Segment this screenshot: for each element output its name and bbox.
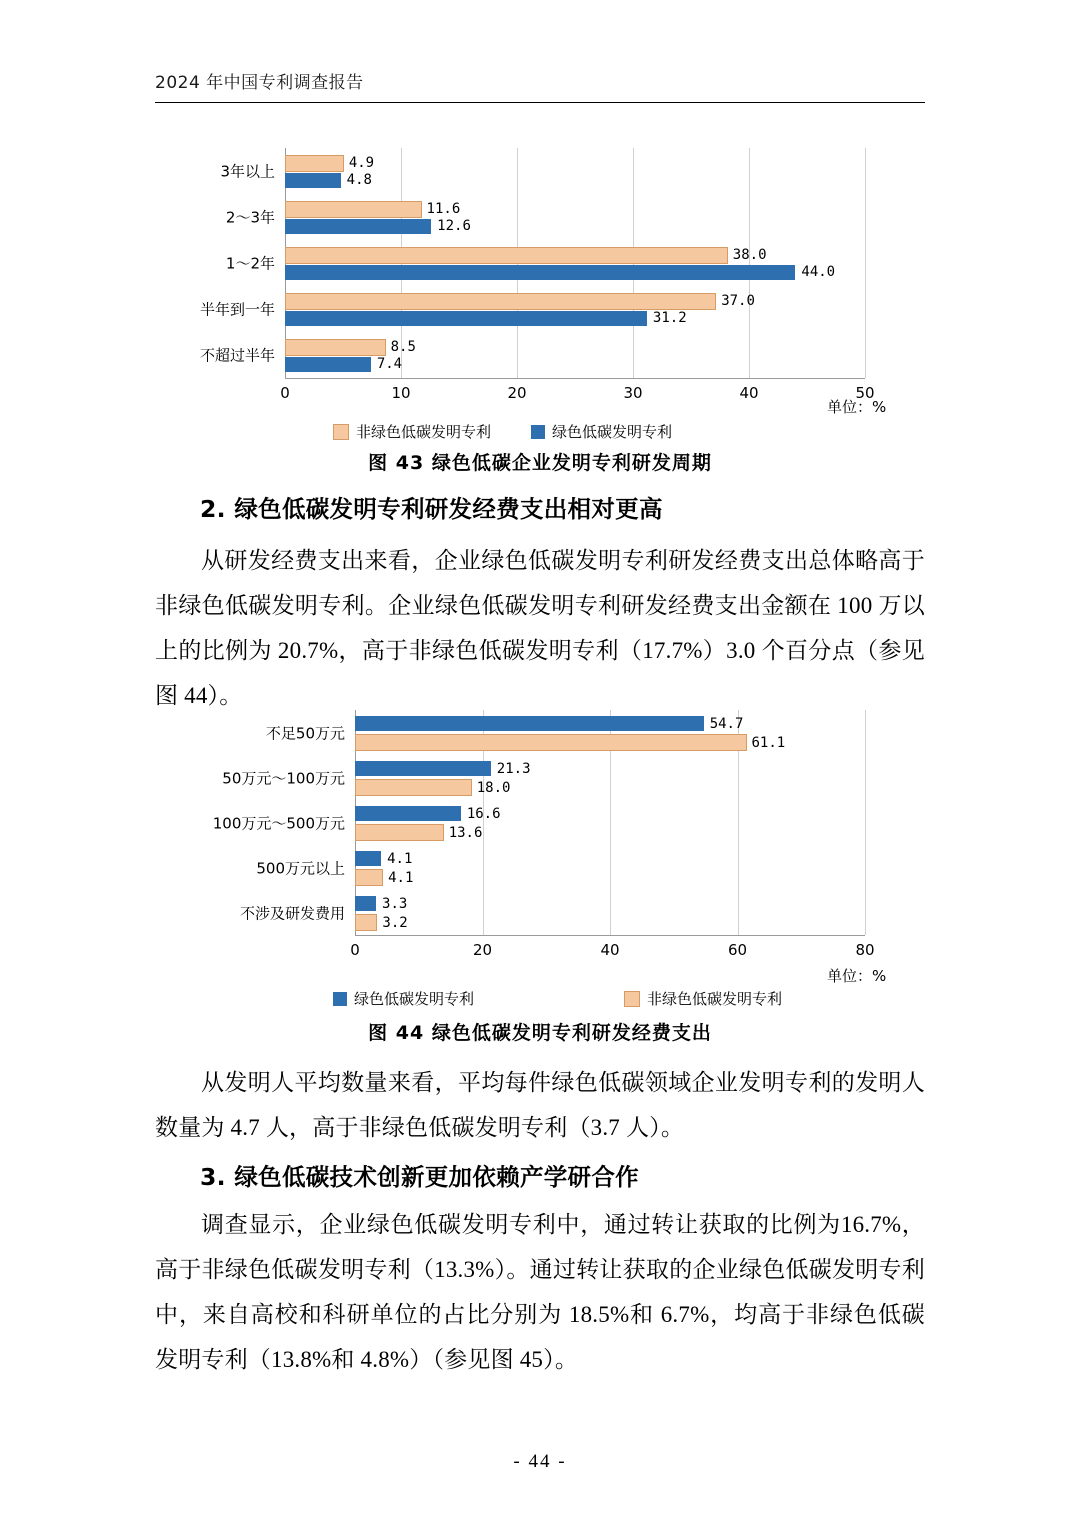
bar-value-label: 38.0 [732, 247, 767, 263]
bar-value-label: 16.6 [466, 805, 501, 822]
legend-swatch-nongreen [624, 991, 640, 1007]
bar [285, 172, 372, 188]
bar-value-label: 13.6 [448, 824, 483, 841]
legend-label-nongreen: 非绿色低碳发明专利 [356, 423, 492, 441]
section-3-paragraph: 调查显示，企业绿色低碳发明专利中，通过转让获取的比例为16.7%，高于非绿色低碳发明专利（13.3%）。通过转让获取的企业绿色低碳发明专利中，来自高校和科研单位的占比分别为 18.5%和 6.7%，均高于非绿色低碳发明专利（13.8%和 4.8%）（参见图 45）。 [155, 1212, 925, 1372]
legend-label-nongreen: 非绿色低碳发明专利 [647, 990, 783, 1008]
bar [355, 779, 511, 796]
legend-label-green: 绿色低碳发明专利 [354, 990, 475, 1008]
x-axis-tick-label: 0 [350, 941, 360, 959]
legend-label-green: 绿色低碳发明专利 [552, 423, 673, 441]
category-label: 500万元以上 [256, 859, 345, 877]
bar-value-label: 54.7 [709, 715, 744, 732]
bar [355, 734, 786, 751]
bar-value-label: 12.6 [437, 218, 471, 234]
category-label: 1～2年 [225, 254, 275, 273]
bar [285, 218, 471, 234]
figure-44-chart [155, 700, 925, 1008]
bar-value-label: 11.6 [426, 201, 461, 217]
figure-44-caption: 图 44 绿色低碳发明专利研发经费支出 [368, 1022, 712, 1044]
bar-value-label: 8.5 [390, 339, 416, 355]
bar [355, 824, 483, 841]
x-axis [285, 378, 865, 379]
figure-43-plot-area [199, 148, 875, 402]
x-axis [355, 935, 865, 936]
legend-swatch-green [333, 992, 347, 1006]
bar [285, 339, 416, 356]
bar-value-label: 61.1 [751, 734, 786, 751]
grid-line [749, 148, 750, 378]
legend-item-green [333, 988, 474, 1009]
category-label: 半年到一年 [199, 300, 275, 319]
inventors-paragraph: 从发明人平均数量来看，平均每件绿色低碳领域企业发明专利的发明人数量为 4.7 人，高于非绿色低碳发明专利（3.7 人）。 [155, 1070, 925, 1140]
x-axis-tick-label: 80 [855, 941, 875, 959]
bar-value-label: 37.0 [721, 293, 755, 309]
bar [285, 247, 767, 264]
section-3-heading: 3. 绿色低碳技术创新更加依赖产学研合作 [200, 1163, 639, 1191]
bar-value-label: 31.2 [652, 310, 687, 326]
category-label: 50万元～100万元 [222, 769, 345, 787]
bar-value-label: 4.8 [346, 172, 372, 188]
figure-44-legend [333, 988, 822, 1009]
bar-value-label: 7.4 [376, 356, 403, 372]
bar-value-label: 18.0 [476, 779, 511, 796]
bar [355, 715, 744, 732]
bar [355, 869, 414, 886]
figure-44-unit-label: 单位：% [827, 967, 887, 985]
bar [285, 293, 755, 310]
bar [285, 310, 687, 326]
grid-line [865, 710, 866, 935]
bar-value-label: 3.2 [382, 914, 408, 931]
bar [285, 264, 836, 280]
x-axis-tick-label: 0 [280, 384, 290, 402]
bar [355, 895, 408, 912]
legend-item-nongreen [624, 988, 782, 1009]
x-axis-tick-label: 60 [727, 941, 748, 959]
header-divider [155, 102, 925, 103]
x-axis-tick-label: 20 [472, 941, 493, 959]
bar-value-label: 21.3 [496, 760, 531, 777]
legend-swatch-nongreen [333, 424, 349, 440]
bar-value-label: 44.0 [801, 264, 836, 280]
legend-swatch-green [531, 425, 545, 439]
figure-43-unit-label: 单位：% [827, 398, 887, 416]
x-axis-tick-label: 50 [855, 384, 875, 402]
category-label: 不超过半年 [199, 346, 275, 365]
bar [285, 356, 403, 372]
x-axis-tick-label: 30 [623, 384, 643, 402]
figure-43-chart [155, 138, 925, 441]
figure-44-plot-area [212, 710, 875, 959]
bar [355, 850, 413, 867]
category-label: 100万元～500万元 [212, 814, 345, 832]
figure-43-caption: 图 43 绿色低碳企业发明专利研发周期 [368, 452, 712, 474]
figure-43-legend [333, 421, 712, 442]
bar-value-label: 4.1 [388, 869, 414, 886]
legend-item-nongreen [333, 421, 491, 442]
section-2-paragraph: 从研发经费支出来看，企业绿色低碳发明专利研发经费支出总体略高于非绿色低碳发明专利。企业绿色低碳发明专利研发经费支出金额在 100 万以上的比例为 20.7%，高于非绿色低碳发明专利（17.7%）3.0 个百分点（参见图 44）。 [155, 548, 925, 708]
category-label: 3年以上 [220, 162, 275, 181]
bar [355, 760, 531, 777]
section-2-heading: 2. 绿色低碳发明专利研发经费支出相对更高 [200, 495, 663, 523]
legend-item-green [531, 421, 672, 442]
report-title: 2024 年中国专利调查报告 [155, 73, 364, 93]
category-label: 不足50万元 [265, 724, 345, 742]
bar-value-label: 4.1 [387, 850, 413, 867]
page-number: - 44 - [513, 1451, 567, 1472]
bar [285, 155, 375, 172]
category-label: 2～3年 [225, 208, 275, 227]
category-label: 不涉及研发费用 [239, 904, 345, 922]
grid-line [865, 148, 866, 378]
bar [285, 201, 461, 218]
bar [355, 805, 501, 822]
x-axis-tick-label: 20 [507, 384, 527, 402]
bar-value-label: 3.3 [382, 895, 408, 912]
bar-value-label: 4.9 [348, 155, 375, 171]
x-axis-tick-label: 10 [391, 384, 411, 402]
bar [355, 914, 408, 931]
x-axis-tick-label: 40 [600, 941, 620, 959]
page-header [155, 68, 925, 103]
x-axis-tick-label: 40 [739, 384, 759, 402]
